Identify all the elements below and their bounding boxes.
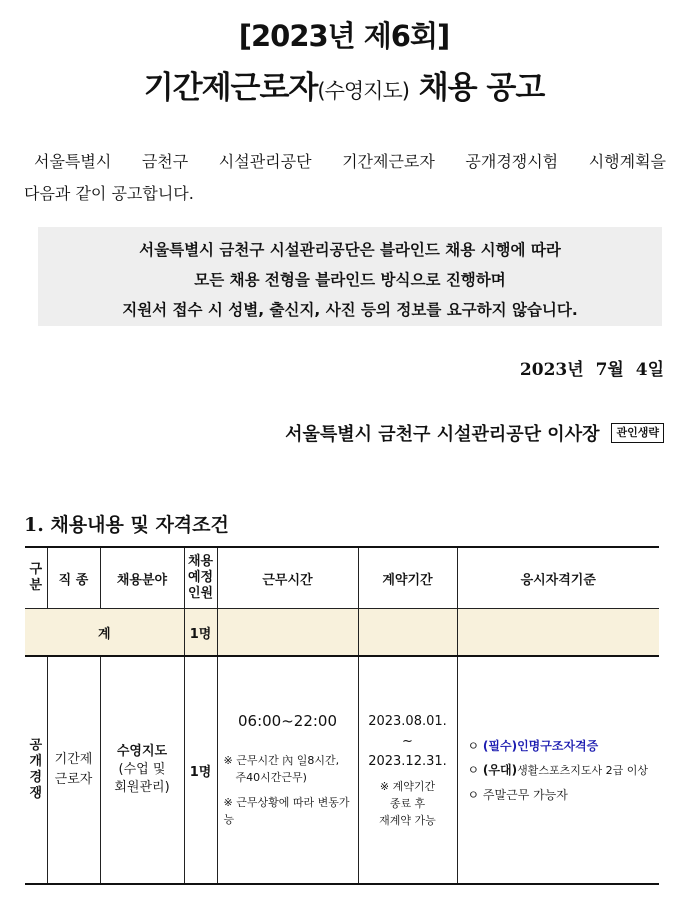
intro-line-1: 서울특별시 금천구 시설관리공단 기간제근로자 공개경쟁시험 시행계획을 [34, 152, 666, 171]
hours-note-2: ※ 근무상황에 따라 변동가능 [223, 796, 350, 826]
title-main: 기간제근로자 [143, 70, 318, 106]
signer-org: 서울특별시 금천구 시설관리공단 이사장 [285, 424, 600, 445]
row-hours [217, 656, 358, 884]
period-note: ※ 계약기간 종료 후 재계약 가능 [379, 779, 436, 827]
section-title: 1. 채용내용 및 자격조건 [24, 514, 229, 536]
hours-note-1: ※ 근무시간 內 일8시간, 주40시간근무) [223, 754, 340, 784]
header-qualification: 응시자격기준 [457, 547, 659, 609]
qual-item-2: ㅇ (우대)생활스포츠지도사 2급 이상 [467, 762, 648, 777]
title-line-1: [2023년 제6회] [238, 19, 450, 53]
header-gubun: 구 분 [25, 547, 47, 609]
field-title: 수영지도 [116, 744, 168, 759]
row-qualification [457, 656, 659, 884]
total-count: 1명 [184, 609, 217, 657]
table-header-row [25, 547, 659, 609]
official-seal-omitted: 관인생략 [611, 423, 664, 443]
title-end: 채용 공고 [408, 70, 545, 106]
intro-paragraph [24, 146, 666, 210]
page-title [0, 62, 688, 107]
hours-main: 06:00~22:00 [237, 712, 338, 730]
header-hours: 근무시간 [217, 547, 358, 609]
row-count: 1명 [184, 656, 217, 884]
notice-line-2: 모든 채용 전형을 블라인드 방식으로 진행하며 [194, 271, 506, 289]
announcement-date: 2023년 7월 4일 [519, 360, 664, 380]
row-period: 2023.08.01. ~ 2023.12.31. ※ 계약기간 종료 후 재계약 가능 [358, 656, 457, 884]
title-paren: (수영지도) [317, 79, 409, 103]
row-job: 기간제 근로자 [47, 656, 100, 884]
signer [285, 420, 664, 446]
qual-item-3: ㅇ 주말근무 가능자 [467, 787, 568, 802]
row-gubun: 공 개 경 쟁 [25, 656, 47, 884]
notice-line-3: 지원서 접수 시 성별, 출신지, 사진 등의 정보를 요구하지 않습니다. [122, 301, 578, 319]
header-field: 채용분야 [100, 547, 184, 609]
notice-line-1: 서울특별시 금천구 시설관리공단은 블라인드 채용 시행에 따라 [139, 241, 561, 259]
intro-line-2: 다음과 같이 공고합니다. [24, 184, 194, 203]
row-field: 수영지도 (수업 및 회원관리) [100, 656, 184, 884]
total-label: 계 [25, 609, 184, 657]
header-period: 계약기간 [358, 547, 457, 609]
header-job: 직 종 [47, 547, 100, 609]
blind-notice-box [38, 227, 662, 326]
table-row [25, 656, 659, 884]
recruitment-table [25, 546, 659, 885]
table-row-total [25, 609, 659, 657]
header-count: 채용 예정 인원 [184, 547, 217, 609]
qual-item-1: ㅇ (필수)인명구조자격증 [467, 738, 599, 753]
